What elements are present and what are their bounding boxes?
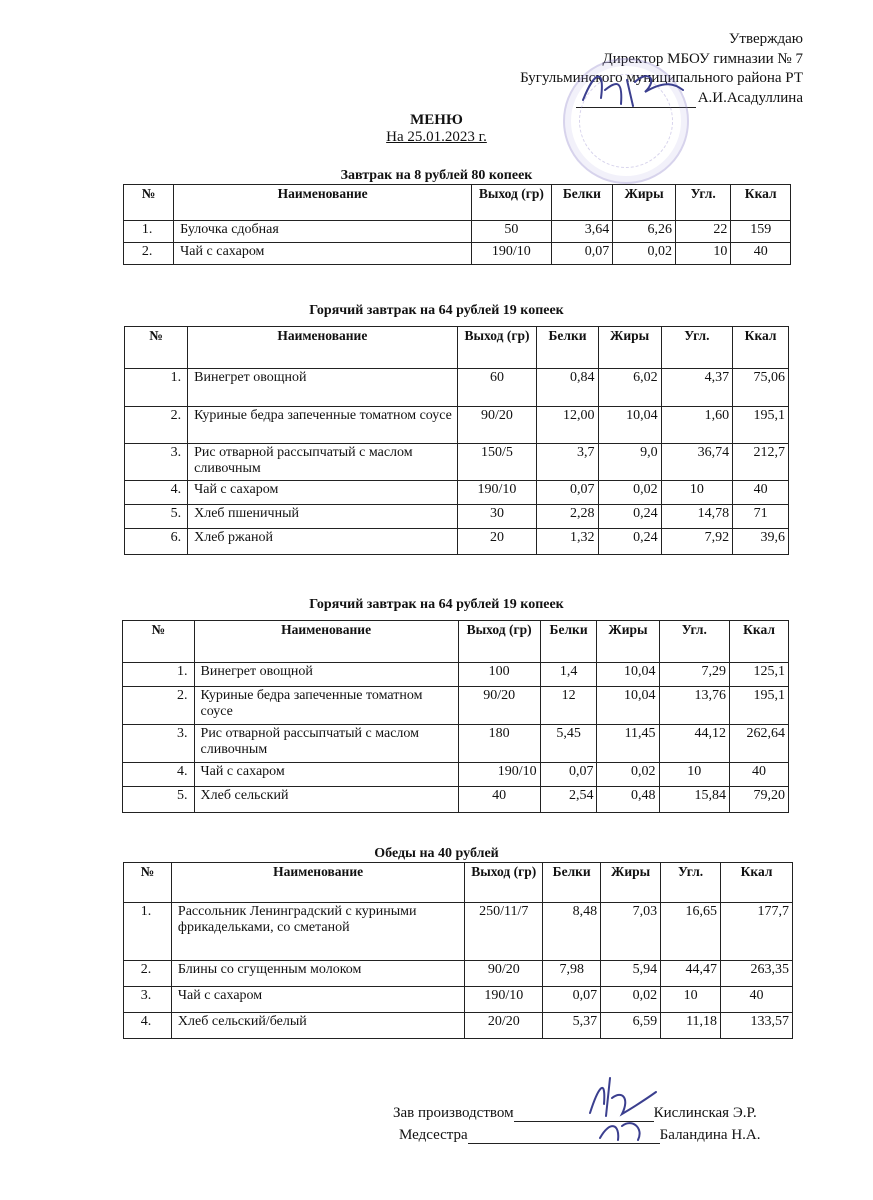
table-row [124,221,791,243]
cell-protein: 3,64 [551,221,613,243]
cell-name: Винегрет овощной [194,663,458,687]
cell-protein: 2,28 [537,505,598,529]
cell-num: 5. [123,787,195,813]
cell-output: 20 [457,529,537,555]
cell-fat: 10,04 [597,663,659,687]
table-row [125,407,789,444]
col-kcal: Ккал [730,621,789,663]
menu-date [0,129,873,146]
cell-carbs: 10 [659,763,729,787]
cell-kcal: 212,7 [733,444,789,481]
name-nurse: Баландина Н.А. [659,1127,761,1143]
col-fat: Жиры [601,863,661,903]
cell-output: 180 [458,725,540,763]
cell-protein: 1,32 [537,529,598,555]
cell-kcal: 177,7 [721,903,793,961]
cell-carbs: 44,12 [659,725,729,763]
cell-protein: 0,07 [537,481,598,505]
cell-name: Чай с сахаром [194,763,458,787]
cell-protein: 0,07 [543,987,601,1013]
col-name: Наименование [174,185,472,221]
table-header-row [125,327,789,369]
cell-name: Куриные бедра запеченные томатном соусе [188,407,457,444]
table-row [124,903,793,961]
col-num: № [123,621,195,663]
cell-protein: 8,48 [543,903,601,961]
cell-kcal: 40 [721,987,793,1013]
cell-carbs: 7,29 [659,663,729,687]
cell-output: 100 [458,663,540,687]
cell-carbs: 1,60 [661,407,733,444]
approval-position: Директор МБОУ гимназии № 7 [602,50,803,67]
cell-fat: 7,03 [601,903,661,961]
cell-name: Блины со сгущенным молоком [171,961,464,987]
cell-carbs: 15,84 [659,787,729,813]
cell-protein: 0,07 [540,763,597,787]
cell-carbs: 4,37 [661,369,733,407]
role-production-head: Зав производством [393,1105,514,1121]
cell-carbs: 22 [675,221,730,243]
cell-fat: 10,04 [598,407,661,444]
cell-num: 6. [125,529,188,555]
table-header-row [124,863,793,903]
approval-organization: Бугульминского муниципального района РТ [520,70,803,86]
cell-num: 4. [125,481,188,505]
cell-fat: 9,0 [598,444,661,481]
approval-director-name: А.И.Асадуллина [697,89,803,106]
col-carbs: Угл. [659,621,729,663]
cell-fat: 10,04 [597,687,659,725]
cell-kcal: 39,6 [733,529,789,555]
cell-kcal: 79,20 [730,787,789,813]
cell-kcal: 71 [733,505,789,529]
cell-output: 90/20 [457,407,537,444]
cell-fat: 6,26 [613,221,676,243]
cell-kcal: 40 [730,763,789,787]
table-header-row [123,621,789,663]
cell-protein: 0,84 [537,369,598,407]
cell-num: 1. [123,663,195,687]
cell-fat: 0,02 [597,763,659,787]
col-protein: Белки [551,185,613,221]
cell-carbs: 36,74 [661,444,733,481]
footer-nurse [399,1127,761,1144]
table-row [125,481,789,505]
cell-kcal: 125,1 [730,663,789,687]
signature-blank [468,1129,660,1144]
cell-kcal: 262,64 [730,725,789,763]
cell-fat: 6,02 [598,369,661,407]
table-row [124,1013,793,1039]
table-row [125,444,789,481]
col-output: Выход (гр) [458,621,540,663]
cell-carbs: 13,76 [659,687,729,725]
cell-output: 30 [457,505,537,529]
cell-output: 60 [457,369,537,407]
col-kcal: Ккал [733,327,789,369]
cell-num: 3. [124,987,172,1013]
cell-carbs: 7,92 [661,529,733,555]
menu-table-lunch [123,862,793,1039]
cell-protein: 2,54 [540,787,597,813]
cell-kcal: 40 [733,481,789,505]
cell-kcal: 159 [731,221,791,243]
cell-num: 2. [124,243,174,265]
section-title-breakfast: Завтрак на 8 рублей 80 копеек [340,168,533,183]
cell-name: Винегрет овощной [188,369,457,407]
name-production-head: Кислинская Э.Р. [653,1105,757,1121]
cell-num: 3. [123,725,195,763]
cell-num: 4. [123,763,195,787]
table-row [123,663,789,687]
cell-fat: 0,48 [597,787,659,813]
cell-carbs: 14,78 [661,505,733,529]
cell-num: 3. [125,444,188,481]
cell-name: Хлеб пшеничный [188,505,457,529]
cell-output: 190/10 [457,481,537,505]
col-name: Наименование [194,621,458,663]
cell-output: 40 [458,787,540,813]
col-carbs: Угл. [675,185,730,221]
table-row [124,961,793,987]
cell-name: Хлеб сельский [194,787,458,813]
cell-name: Рис отварной рассыпчатый с маслом сливочным [188,444,457,481]
menu-table-breakfast [123,184,791,265]
cell-name: Чай с сахаром [171,987,464,1013]
col-name: Наименование [171,863,464,903]
signature-blank [514,1107,654,1122]
cell-num: 1. [124,221,174,243]
cell-fat: 0,02 [613,243,676,265]
cell-carbs: 44,47 [661,961,721,987]
cell-fat: 0,24 [598,529,661,555]
cell-name: Хлеб сельский/белый [171,1013,464,1039]
approval-heading: Утверждаю [728,31,803,47]
section-title-lunch: Обеды на 40 рублей [374,846,499,861]
table-row [123,725,789,763]
cell-name: Чай с сахаром [188,481,457,505]
col-output: Выход (гр) [472,185,551,221]
cell-carbs: 10 [661,481,733,505]
cell-output: 90/20 [458,687,540,725]
cell-kcal: 195,1 [733,407,789,444]
col-name: Наименование [188,327,457,369]
col-output: Выход (гр) [457,327,537,369]
page-title [0,112,873,129]
table-row [123,787,789,813]
table-row [125,529,789,555]
cell-output: 90/20 [465,961,543,987]
cell-name: Чай с сахаром [174,243,472,265]
role-nurse: Медсестра [399,1127,468,1143]
menu-table-hot-breakfast-1 [124,326,789,555]
cell-fat: 0,02 [601,987,661,1013]
cell-protein: 7,98 [543,961,601,987]
cell-num: 1. [124,903,172,961]
cell-output: 250/11/7 [465,903,543,961]
table-row [124,987,793,1013]
cell-fat: 0,02 [598,481,661,505]
cell-protein: 12,00 [537,407,598,444]
section-title-hot-breakfast-2: Горячий завтрак на 64 рублей 19 копеек [309,597,564,612]
table-row [125,505,789,529]
col-kcal: Ккал [731,185,791,221]
table-row [125,369,789,407]
col-protein: Белки [543,863,601,903]
cell-num: 4. [124,1013,172,1039]
cell-carbs: 16,65 [661,903,721,961]
table-row [124,243,791,265]
cell-name: Куриные бедра запеченные томатном соусе [194,687,458,725]
cell-num: 1. [125,369,188,407]
cell-num: 5. [125,505,188,529]
cell-num: 2. [125,407,188,444]
cell-name: Рис отварной рассыпчатый с маслом сливочным [194,725,458,763]
cell-output: 50 [472,221,551,243]
cell-fat: 5,94 [601,961,661,987]
table-header-row [124,185,791,221]
cell-name: Булочка сдобная [174,221,472,243]
cell-name: Хлеб ржаной [188,529,457,555]
col-fat: Жиры [597,621,659,663]
cell-output: 190/10 [465,987,543,1013]
title-text: МЕНЮ [410,112,463,128]
cell-kcal: 133,57 [721,1013,793,1039]
cell-name: Рассольник Ленинградский с куриными фрикадельками, со сметаной [171,903,464,961]
cell-fat: 0,24 [598,505,661,529]
cell-num: 2. [123,687,195,725]
cell-kcal: 195,1 [730,687,789,725]
date-text: На 25.01.2023 г. [386,129,487,145]
cell-output: 190/10 [458,763,540,787]
col-output: Выход (гр) [465,863,543,903]
cell-protein: 1,4 [540,663,597,687]
cell-carbs: 11,18 [661,1013,721,1039]
cell-output: 150/5 [457,444,537,481]
cell-protein: 0,07 [551,243,613,265]
cell-protein: 12 [540,687,597,725]
col-kcal: Ккал [721,863,793,903]
section-title-hot-breakfast-1: Горячий завтрак на 64 рублей 19 копеек [309,303,564,318]
cell-output: 20/20 [465,1013,543,1039]
cell-carbs: 10 [675,243,730,265]
cell-protein: 5,37 [543,1013,601,1039]
col-fat: Жиры [598,327,661,369]
col-num: № [124,863,172,903]
cell-output: 190/10 [472,243,551,265]
col-fat: Жиры [613,185,676,221]
cell-carbs: 10 [661,987,721,1013]
col-num: № [125,327,188,369]
cell-kcal: 75,06 [733,369,789,407]
col-carbs: Угл. [661,863,721,903]
col-carbs: Угл. [661,327,733,369]
cell-num: 2. [124,961,172,987]
cell-fat: 11,45 [597,725,659,763]
cell-protein: 3,7 [537,444,598,481]
cell-kcal: 40 [731,243,791,265]
table-row [123,687,789,725]
cell-fat: 6,59 [601,1013,661,1039]
footer-production-head [393,1105,757,1122]
col-protein: Белки [540,621,597,663]
cell-kcal: 263,35 [721,961,793,987]
menu-table-hot-breakfast-2 [122,620,789,813]
table-row [123,763,789,787]
cell-protein: 5,45 [540,725,597,763]
col-protein: Белки [537,327,598,369]
col-num: № [124,185,174,221]
